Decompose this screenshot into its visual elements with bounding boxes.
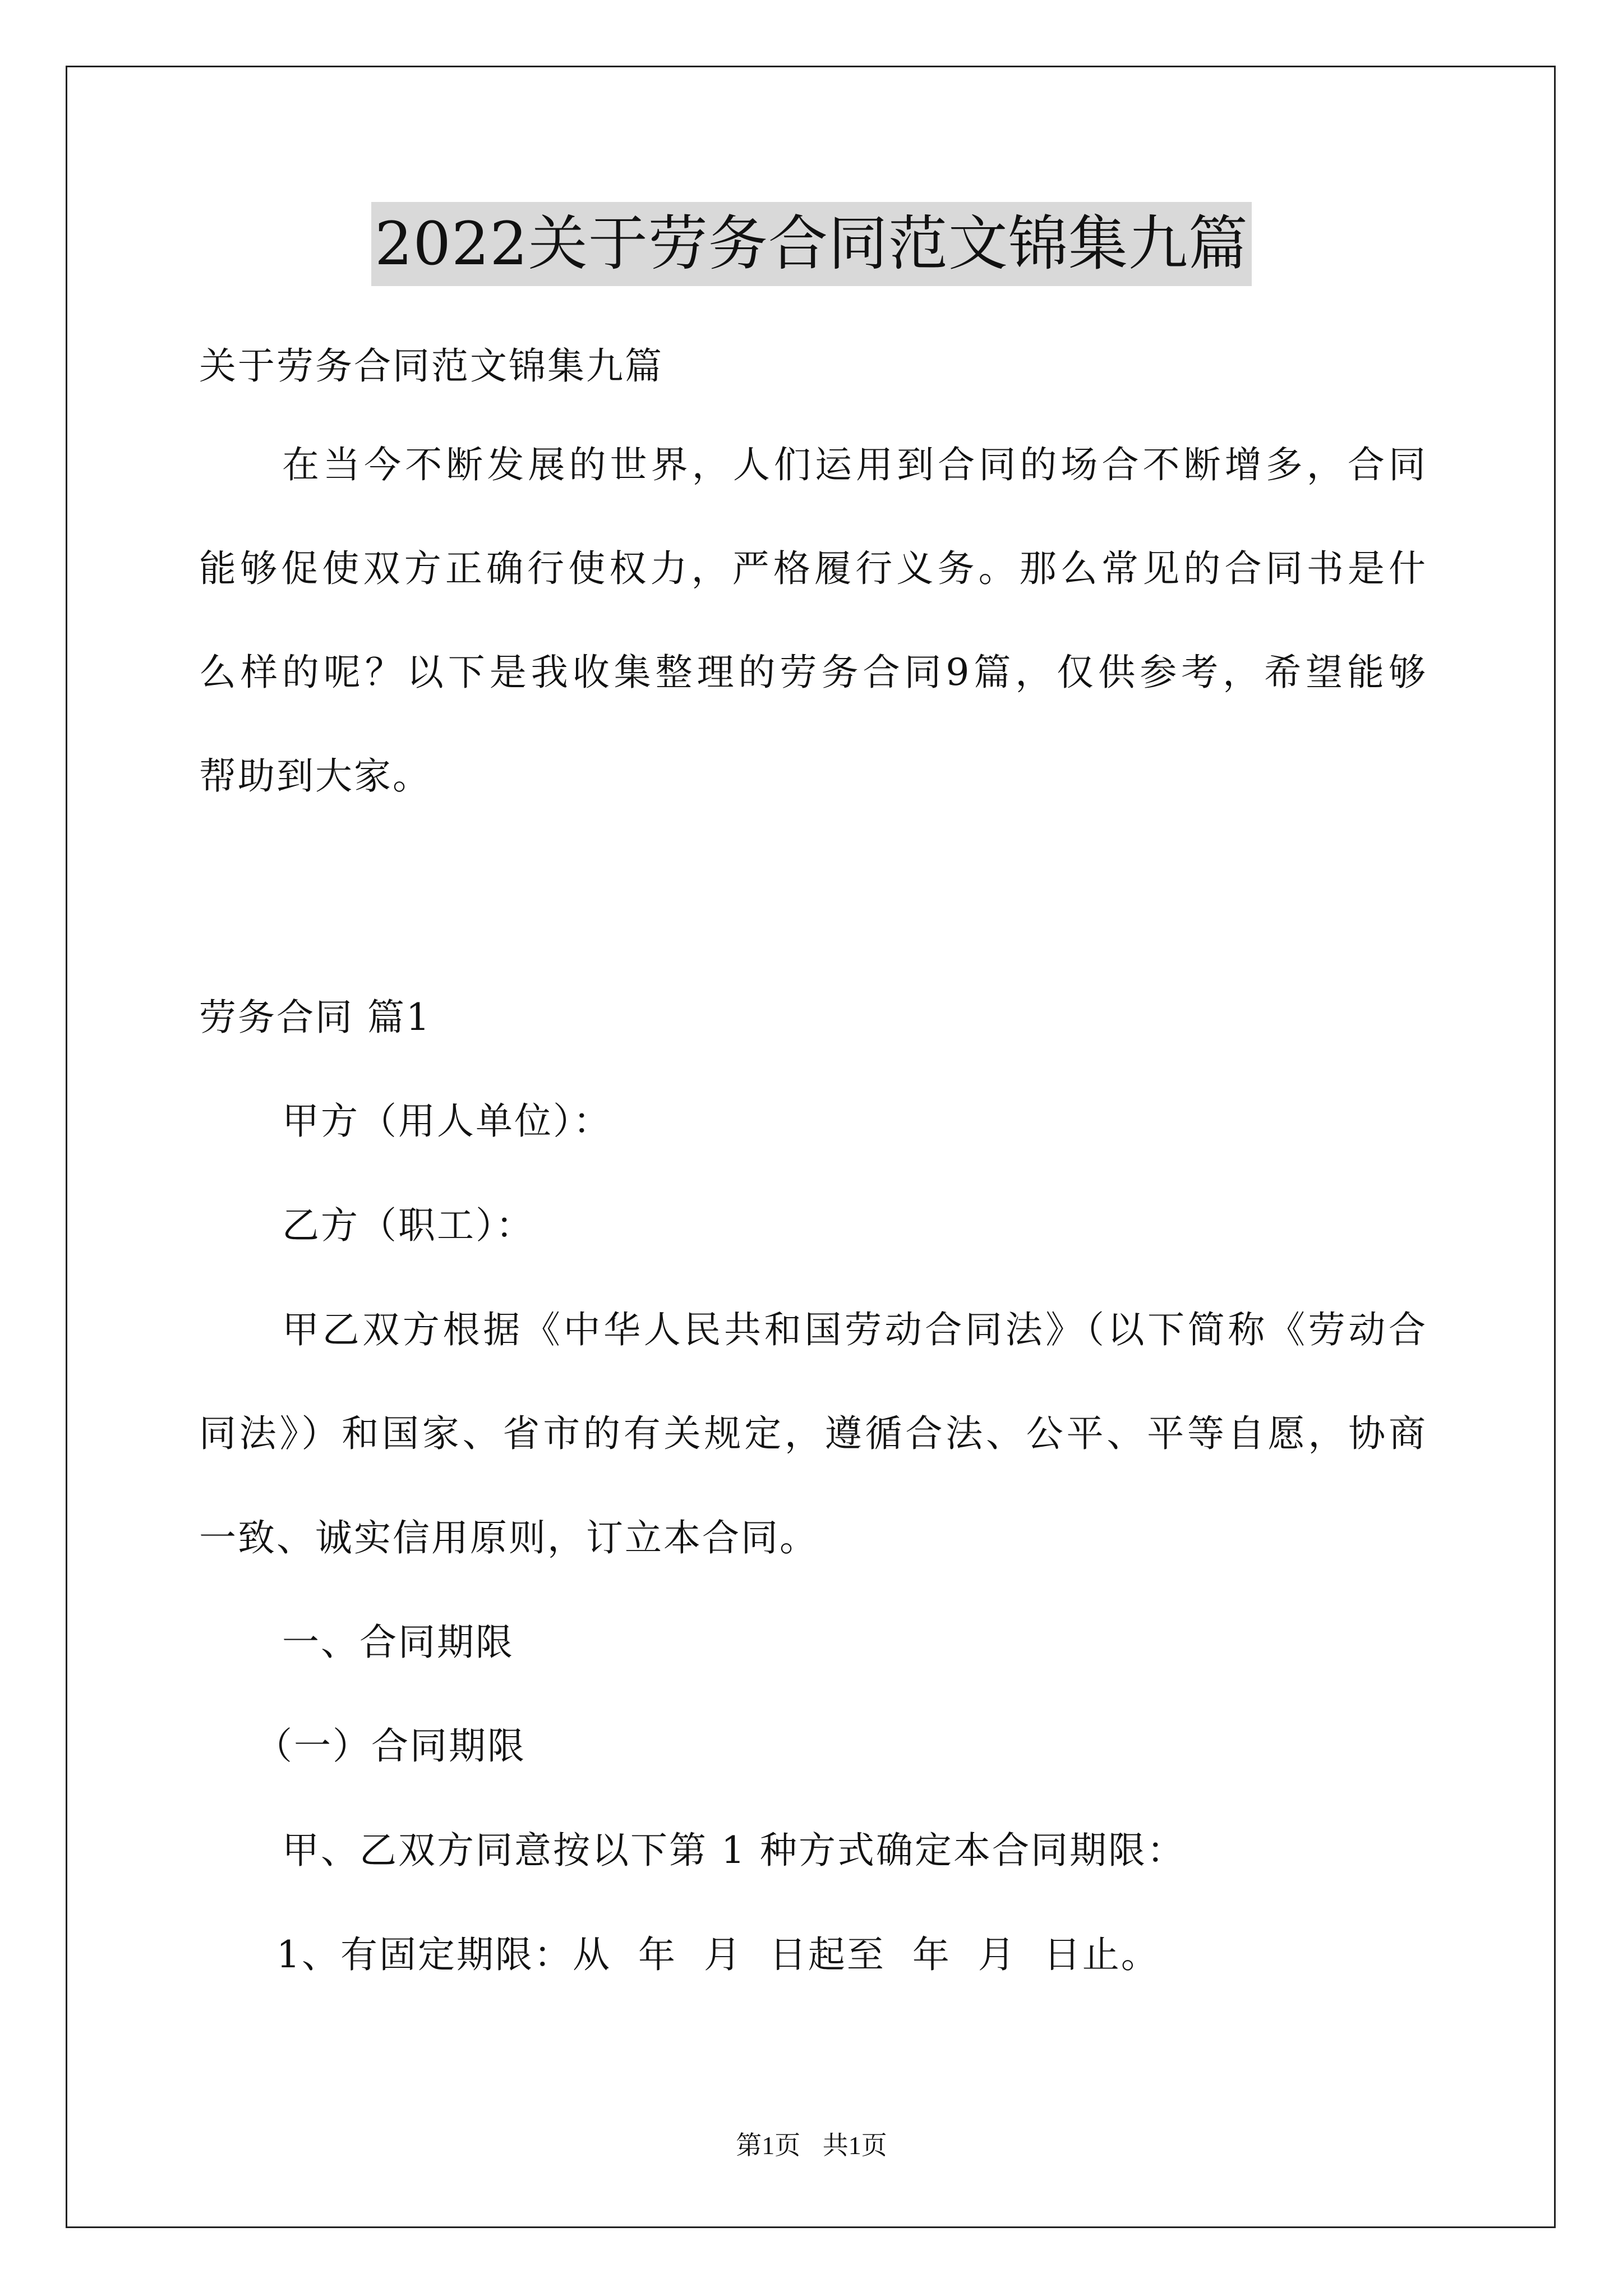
intro-line-3: 么样的呢？以下是我收集整理的劳务合同9篇，仅供参考，希望能够 (199, 651, 1427, 694)
intro-line-1: 在当今不断发展的世界，人们运用到合同的场合不断增多，合同 (282, 443, 1427, 486)
intro-line-4: 帮助到大家。 (199, 754, 431, 798)
page-number-total: 共1页 (822, 2131, 887, 2160)
page-number-current: 第1页 (736, 2131, 801, 2160)
clause-item-1: 1、有固定期限：从 年 月 日起至 年 月 日止。 (276, 1933, 1160, 1976)
basis-line-3: 一致、诚实信用原则，订立本合同。 (199, 1516, 818, 1559)
party-a: 甲方（用人单位）： (282, 1099, 612, 1143)
intro-line-2: 能够促使双方正确行使权力，严格履行义务。那么常见的合同书是什 (199, 547, 1427, 590)
page-footer (0, 2129, 1623, 2162)
basis-line-2: 同法》）和国家、省市的有关规定，遵循合法、公平、平等自愿，协商 (199, 1412, 1427, 1455)
clause-heading-1: 一、合同期限 (282, 1621, 514, 1664)
party-b: 乙方（职工）： (282, 1204, 534, 1247)
clause-subheading-1: （一）合同期限 (255, 1724, 526, 1768)
clause-text: 甲、乙双方同意按以下第 1 种方式确定本合同期限： (282, 1829, 1186, 1872)
section-heading: 劳务合同 篇1 (199, 996, 431, 1039)
document-subtitle: 关于劳务合同范文锦集九篇 (199, 344, 663, 388)
title-container (0, 202, 1623, 286)
document-title: 2022关于劳务合同范文锦集九篇 (371, 202, 1252, 286)
basis-line-1: 甲乙双方根据《中华人民共和国劳动合同法》（以下简称《劳动合 (282, 1308, 1427, 1351)
